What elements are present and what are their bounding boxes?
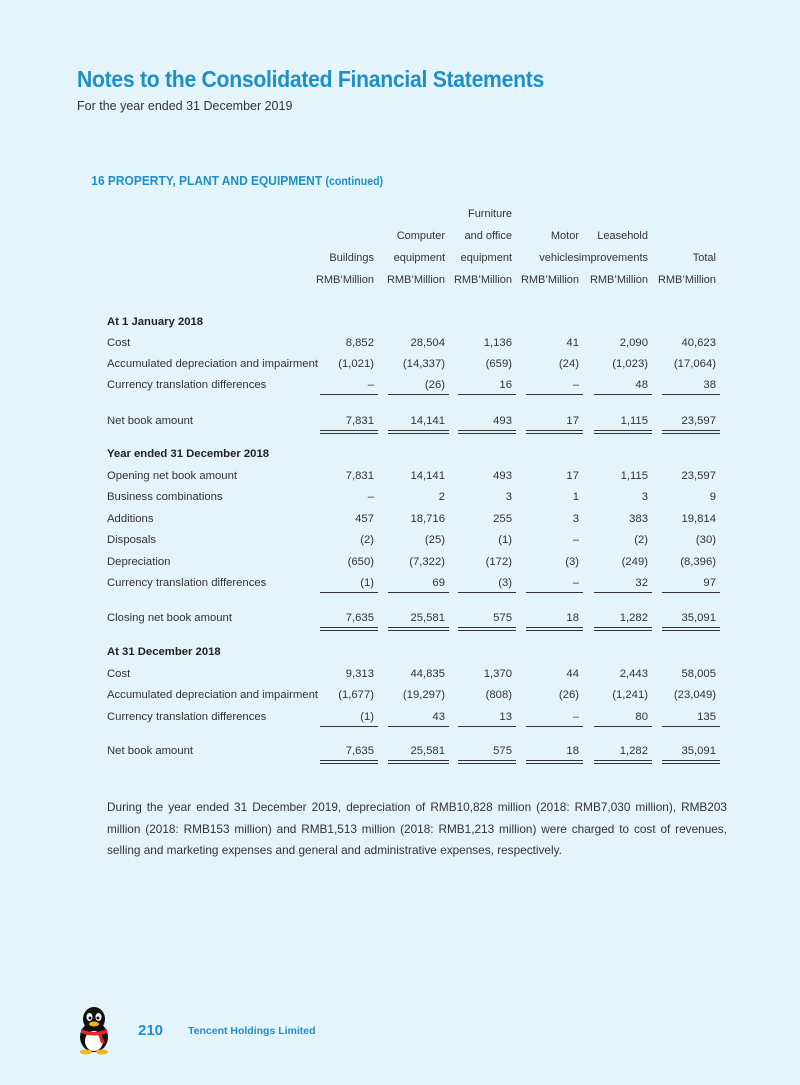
total-double-rule [388, 430, 449, 434]
row-label: Opening net book amount [107, 470, 238, 482]
row-label: Currency translation differences [107, 577, 267, 589]
total-double-rule [594, 760, 652, 764]
row-label: Currency translation differences [107, 711, 267, 723]
row-label: Currency translation differences [107, 379, 267, 391]
table-cell: (25) [424, 534, 445, 546]
subtotal-rule [526, 726, 583, 727]
total-double-rule [458, 760, 516, 764]
table-cell: – [367, 491, 374, 503]
table-cell: 43 [432, 711, 445, 723]
total-double-rule [388, 627, 449, 631]
table-cell: 7,831 [345, 415, 374, 427]
table-cell: 13 [499, 711, 512, 723]
subtotal-rule [594, 726, 652, 727]
total-double-rule [320, 760, 378, 764]
table-cell: 18 [566, 745, 579, 757]
subtotal-rule [458, 726, 516, 727]
table-cell: 25,581 [410, 745, 445, 757]
column-header: RMB’Million [657, 274, 716, 286]
column-header: Leasehold [597, 230, 648, 242]
table-cell: – [367, 379, 374, 391]
table-cell: 58,005 [681, 668, 716, 680]
table-cell: 40,623 [681, 337, 716, 349]
column-header: RMB’Million [520, 274, 579, 286]
column-header: Furniture [467, 208, 512, 220]
column-header: RMB’Million [453, 274, 512, 286]
table-cell: (8,396) [680, 556, 716, 568]
row-label: Cost [107, 668, 131, 680]
table-cell: 48 [635, 379, 648, 391]
table-cell: (1,021) [338, 358, 374, 370]
table-cell: 7,635 [345, 745, 374, 757]
table-cell: 1,282 [619, 612, 648, 624]
table-cell: 493 [493, 470, 512, 482]
table-cell: 69 [432, 577, 445, 589]
table-cell: – [572, 534, 579, 546]
table-cell: (19,297) [402, 689, 445, 701]
table-cell: (1,241) [612, 689, 648, 701]
column-header: Buildings [329, 252, 374, 264]
table-cell: (1,677) [338, 689, 374, 701]
column-header: RMB’Million [589, 274, 648, 286]
table-cell: 25,581 [410, 612, 445, 624]
subtotal-rule [662, 394, 720, 395]
table-cell: 14,141 [410, 470, 445, 482]
table-cell: 16 [499, 379, 512, 391]
table-section-heading: At 31 December 2018 [107, 646, 221, 658]
total-double-rule [662, 760, 720, 764]
table-cell: 575 [493, 745, 512, 757]
column-header: RMB’Million [315, 274, 374, 286]
table-cell: 1,370 [483, 668, 512, 680]
page-title: Notes to the Consolidated Financial Statements [77, 66, 545, 92]
table-cell: 7,831 [345, 470, 374, 482]
table-cell: 493 [493, 415, 512, 427]
table-cell: (24) [558, 358, 579, 370]
row-label: Closing net book amount [107, 612, 232, 624]
row-label: Disposals [107, 534, 156, 546]
table-cell: 97 [703, 577, 716, 589]
company-name: Tencent Holdings Limited [188, 1025, 316, 1037]
table-cell: 44,835 [410, 668, 445, 680]
subtotal-rule [526, 592, 583, 593]
subtotal-rule [594, 592, 652, 593]
table-cell: 7,635 [345, 612, 374, 624]
subtotal-rule [458, 394, 516, 395]
table-cell: (2) [360, 534, 374, 546]
table-cell: 38 [703, 379, 716, 391]
table-cell: 18,716 [410, 513, 445, 525]
table-cell: 8,852 [345, 337, 374, 349]
depreciation-note: During the year ended 31 December 2019, depreciation of RMB10,828 million (2018: RMB7,030 million), RMB203 million (2018: RMB153 million) and RMB1,513 million (2018: RMB1,213 million) were charged to cost of revenues, selling and marketing expenses and general and administrative expenses, respectively. [107, 800, 727, 857]
column-header: vehicles [539, 252, 579, 264]
table-cell: (659) [485, 358, 512, 370]
table-cell: 3 [572, 513, 579, 525]
subtotal-rule [320, 592, 378, 593]
table-cell: 2 [438, 491, 445, 503]
table-cell: 383 [629, 513, 648, 525]
subtotal-rule [662, 726, 720, 727]
table-cell: 1,282 [619, 745, 648, 757]
table-cell: 457 [355, 513, 374, 525]
table-cell: (1) [498, 534, 512, 546]
table-section-heading: At 1 January 2018 [107, 316, 204, 328]
table-cell: (1,023) [612, 358, 648, 370]
column-header: equipment [393, 252, 445, 264]
column-header: improvements [578, 252, 648, 264]
column-header: Motor [550, 230, 579, 242]
table-cell: 23,597 [681, 415, 716, 427]
table-section-heading: Year ended 31 December 2018 [107, 448, 270, 460]
table-cell: (3) [565, 556, 579, 568]
row-label: Accumulated depreciation and impairment [107, 689, 318, 701]
row-label: Additions [107, 513, 154, 525]
table-cell: 3 [641, 491, 648, 503]
column-header: Total [692, 252, 716, 264]
total-double-rule [662, 430, 720, 434]
table-cell: 32 [635, 577, 648, 589]
total-double-rule [594, 627, 652, 631]
section-number: 16 [91, 173, 105, 188]
table-cell: (7,322) [409, 556, 445, 568]
page-number: 210 [138, 1022, 164, 1039]
row-label: Cost [107, 337, 131, 349]
table-cell: 575 [493, 612, 512, 624]
table-cell: (1) [360, 711, 374, 723]
subtotal-rule [594, 394, 652, 395]
table-cell: (17,064) [673, 358, 716, 370]
subtotal-rule [458, 592, 516, 593]
table-cell: 135 [697, 711, 716, 723]
table-cell: (1) [360, 577, 374, 589]
total-double-rule [458, 627, 516, 631]
table-cell: – [572, 577, 579, 589]
row-label: Accumulated depreciation and impairment [107, 358, 318, 370]
table-cell: 1 [572, 491, 579, 503]
table-cell: 17 [566, 415, 579, 427]
table-cell: – [572, 379, 579, 391]
table-cell: 41 [566, 337, 579, 349]
total-double-rule [526, 627, 583, 631]
table-cell: 1,115 [620, 415, 648, 427]
table-cell: (30) [695, 534, 716, 546]
table-cell: 3 [505, 491, 512, 503]
table-cell: – [572, 711, 579, 723]
row-label: Net book amount [107, 415, 194, 427]
row-label: Net book amount [107, 745, 194, 757]
table-cell: (2) [634, 534, 648, 546]
table-cell: (808) [485, 689, 512, 701]
table-cell: (650) [347, 556, 374, 568]
column-header: Computer [396, 230, 445, 242]
subtotal-rule [388, 592, 449, 593]
column-header: RMB’Million [386, 274, 445, 286]
table-cell: 19,814 [681, 513, 716, 525]
subtotal-rule [320, 726, 378, 727]
subtotal-rule [662, 592, 720, 593]
page-subtitle: For the year ended 31 December 2019 [77, 99, 293, 113]
total-double-rule [526, 430, 583, 434]
row-label: Business combinations [107, 491, 223, 503]
table-cell: 1,115 [620, 470, 648, 482]
section-title: PROPERTY, PLANT AND EQUIPMENT [107, 173, 323, 188]
table-cell: 9,313 [345, 668, 374, 680]
table-cell: 23,597 [681, 470, 716, 482]
total-double-rule [594, 430, 652, 434]
table-cell: (249) [621, 556, 648, 568]
table-cell: 80 [635, 711, 648, 723]
total-double-rule [662, 627, 720, 631]
table-cell: 18 [566, 612, 579, 624]
table-cell: 35,091 [681, 612, 716, 624]
subtotal-rule [388, 726, 449, 727]
total-double-rule [526, 760, 583, 764]
subtotal-rule [388, 394, 449, 395]
subtotal-rule [526, 394, 583, 395]
table-cell: (23,049) [673, 689, 716, 701]
column-header: equipment [460, 252, 512, 264]
total-double-rule [388, 760, 449, 764]
row-label: Depreciation [107, 556, 171, 568]
section-continued: (continued) [325, 176, 384, 188]
table-cell: 17 [566, 470, 579, 482]
table-cell: 2,443 [619, 668, 648, 680]
table-cell: (172) [485, 556, 512, 568]
table-cell: (26) [424, 379, 445, 391]
table-cell: 1,136 [483, 337, 512, 349]
table-cell: (3) [498, 577, 512, 589]
table-cell: (26) [558, 689, 579, 701]
penguin-logo-icon [72, 1005, 116, 1055]
table-cell: 44 [566, 668, 579, 680]
table-cell: 14,141 [410, 415, 445, 427]
table-cell: 28,504 [410, 337, 445, 349]
total-double-rule [458, 430, 516, 434]
table-cell: 35,091 [681, 745, 716, 757]
table-cell: 9 [709, 491, 716, 503]
table-cell: 2,090 [619, 337, 648, 349]
table-cell: 255 [493, 513, 512, 525]
total-double-rule [320, 430, 378, 434]
subtotal-rule [320, 394, 378, 395]
total-double-rule [320, 627, 378, 631]
column-header: and office [464, 230, 512, 242]
table-cell: (14,337) [402, 358, 445, 370]
